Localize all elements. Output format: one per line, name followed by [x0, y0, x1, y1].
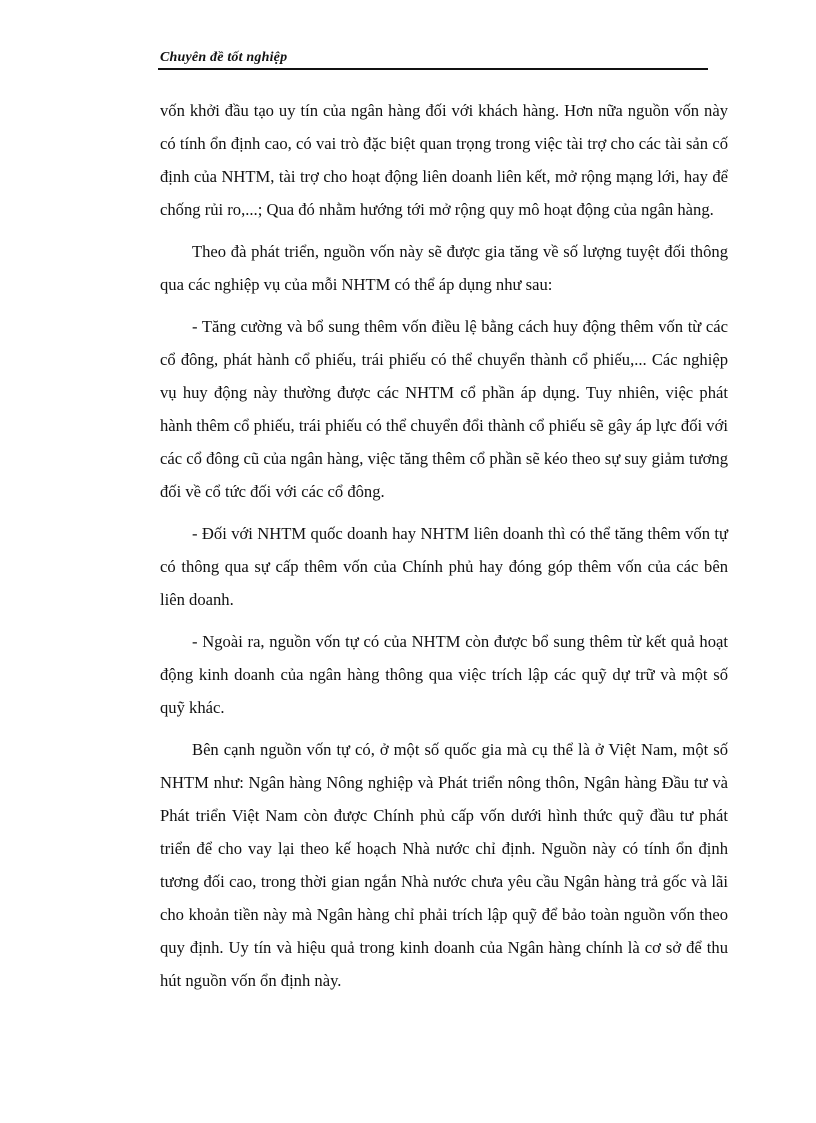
paragraph-2: Theo đà phát triển, nguồn vốn này sẽ được gia tăng về số lượng tuyệt đối thông qua các nghiệp vụ của mỗi NHTM có thể áp dụng như sau:: [160, 242, 728, 294]
page-header-title: Chuyên đề tốt nghiệp: [160, 50, 288, 65]
paragraph-4: - Đối với NHTM quốc doanh hay NHTM liên doanh thì có thể tăng thêm vốn tự có thông qua sự cấp thêm vốn của Chính phủ hay đóng góp thêm vốn của các bên liên doanh.: [160, 524, 728, 609]
header-divider: [158, 68, 708, 70]
paragraph-6: Bên cạnh nguồn vốn tự có, ở một số quốc gia mà cụ thể là ở Việt Nam, một số NHTM như: Ngân hàng Nông nghiệp và Phát triển nông thôn, Ngân hàng Đầu tư và Phát triển Việt Nam còn được Chính phủ cấp vốn dưới hình thức quỹ đầu tư phát triển để cho vay lại theo kế hoạch Nhà nước chỉ định. Nguồn này có tính ổn định tương đối cao, trong thời gian ngắn Nhà nước chưa yêu cầu Ngân hàng trả gốc và lãi cho khoản tiền này mà Ngân hàng chỉ phải trích lập quỹ để bảo toàn nguồn vốn theo quy định. Uy tín và hiệu quả trong kinh doanh của Ngân hàng chính là cơ sở để thu hút nguồn vốn ổn định này.: [160, 740, 728, 990]
paragraph-3: - Tăng cường và bổ sung thêm vốn điều lệ bằng cách huy động thêm vốn từ các cổ đông, phát hành cổ phiếu, trái phiếu có thể chuyển thành cổ phiếu,... Các nghiệp vụ huy động này thường được các NHTM cổ phần áp dụng. Tuy nhiên, việc phát hành thêm cổ phiếu, trái phiếu có thể chuyển đổi thành cổ phiếu sẽ gây áp lực đối với các cổ đông cũ của ngân hàng, việc tăng thêm cổ phần sẽ kéo theo sự suy giảm tương đối về cổ tức đối với các cổ đông.: [160, 317, 728, 501]
document-body: [160, 94, 728, 997]
paragraph-1: vốn khởi đầu tạo uy tín của ngân hàng đối với khách hàng. Hơn nữa nguồn vốn này có tính ổn định cao, có vai trò đặc biệt quan trọng trong việc tài trợ cho các tài sản cố định của NHTM, tài trợ cho hoạt động liên doanh liên kết, mở rộng mạng lới, hay để chống rủi ro,...; Qua đó nhằm hướng tới mở rộng quy mô hoạt động của ngân hàng.: [160, 101, 728, 219]
paragraph-5: - Ngoài ra, nguồn vốn tự có của NHTM còn được bổ sung thêm từ kết quả hoạt động kinh doanh của ngân hàng thông qua việc trích lập các quỹ dự trữ và một số quỹ khác.: [160, 632, 728, 717]
